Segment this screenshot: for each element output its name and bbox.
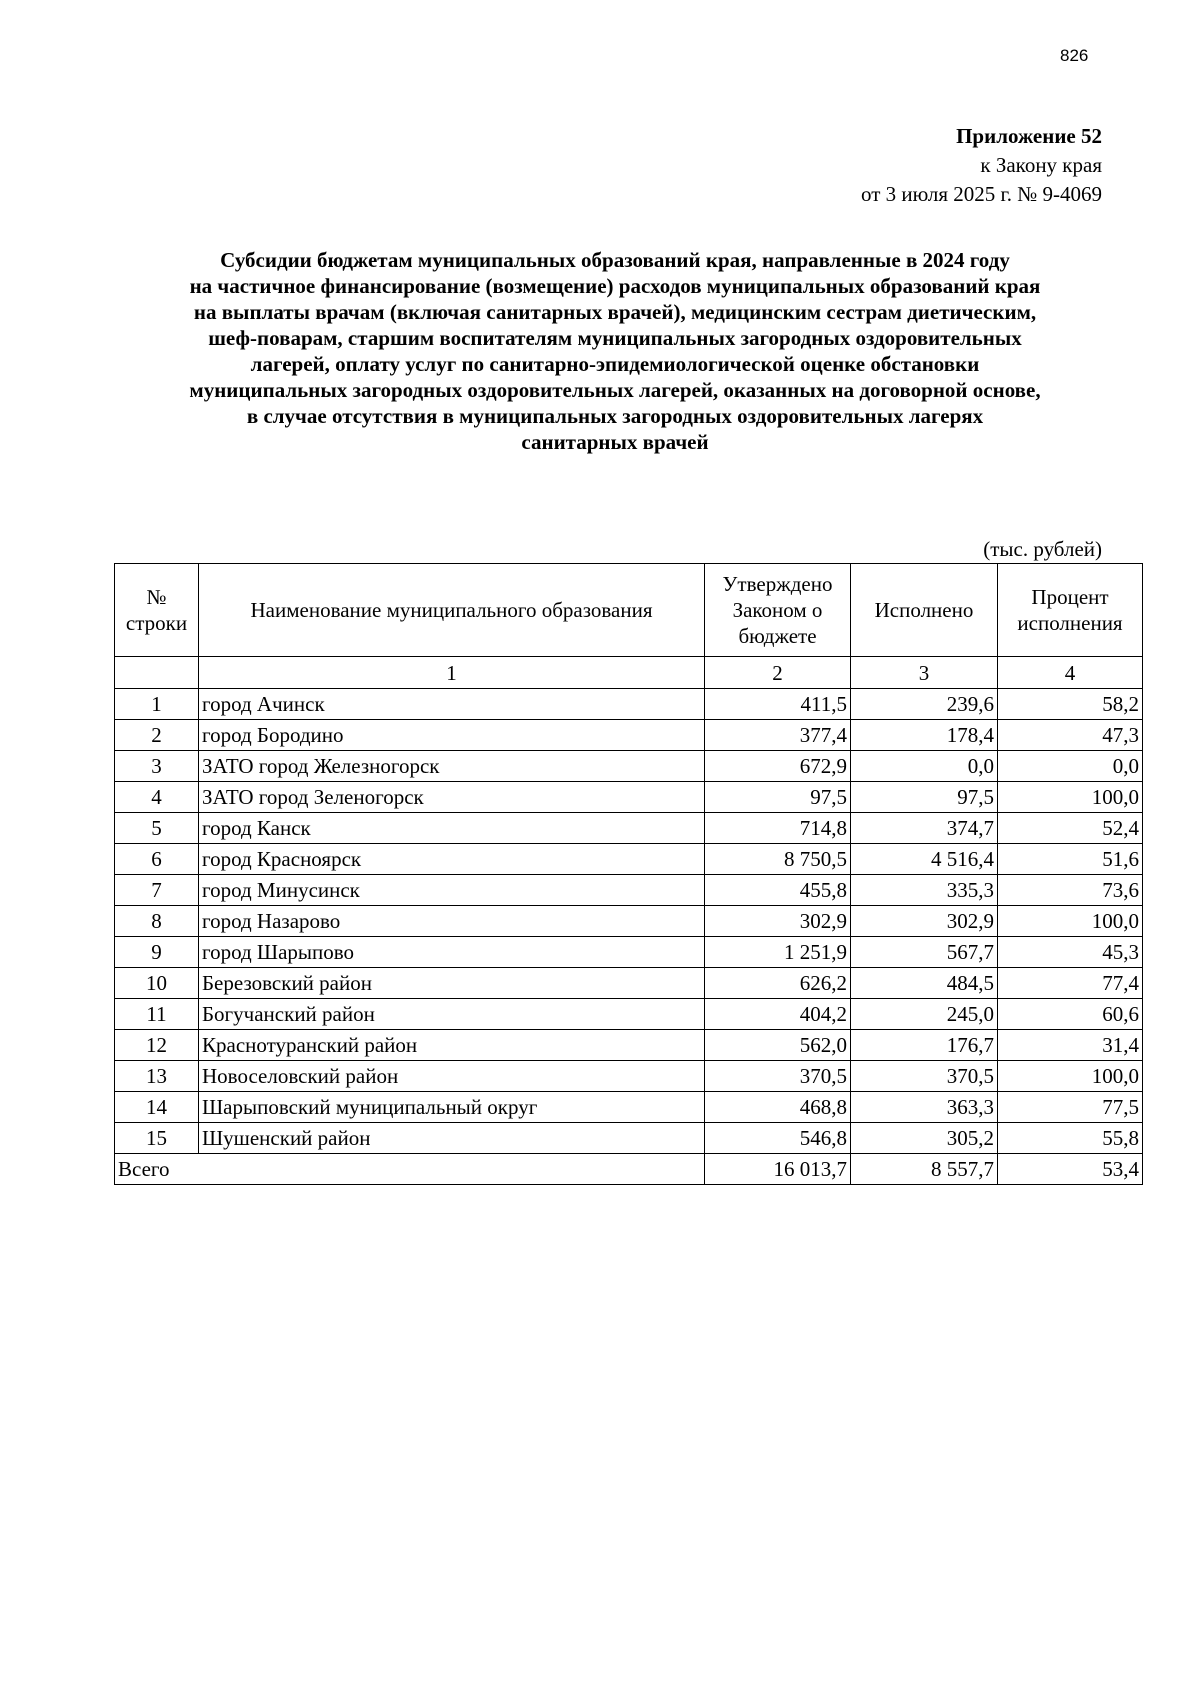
executed-amount: 239,6 [851,689,998,720]
execution-percent: 51,6 [998,844,1143,875]
title-line: шеф-поварам, старшим воспитателям муниципальных загородных оздоровительных [208,326,1022,350]
table-total-row [115,1154,1143,1185]
title-line: санитарных врачей [521,430,709,454]
approved-amount: 97,5 [705,782,851,813]
municipality-name: город Шарыпово [199,937,705,968]
execution-percent: 100,0 [998,1061,1143,1092]
column-number-row [115,657,1143,689]
page-number: 826 [1060,46,1089,65]
units-label: (тыс. рублей) [983,537,1102,561]
column-number: 3 [851,657,998,689]
municipality-name: Березовский район [199,968,705,999]
table-row [115,1123,1143,1154]
header-row-number: № строки [115,564,199,657]
municipality-name: Краснотуранский район [199,1030,705,1061]
appendix-block [861,122,1102,209]
execution-percent: 60,6 [998,999,1143,1030]
subsidies-table [114,563,1143,1185]
row-number: 7 [115,875,199,906]
municipality-name: ЗАТО город Зеленогорск [199,782,705,813]
document-title [110,247,1120,455]
row-number: 13 [115,1061,199,1092]
title-line: на выплаты врачам (включая санитарных врачей), медицинским сестрам диетическим, [193,300,1037,324]
executed-amount: 363,3 [851,1092,998,1123]
header-executed: Исполнено [851,564,998,657]
row-number: 14 [115,1092,199,1123]
column-number-blank [115,657,199,689]
column-number: 1 [199,657,705,689]
municipality-name: Шарыповский муниципальный округ [199,1092,705,1123]
approved-amount: 8 750,5 [705,844,851,875]
execution-percent: 45,3 [998,937,1143,968]
table-row [115,999,1143,1030]
table-row [115,813,1143,844]
header-municipality-name: Наименование муниципального образования [199,564,705,657]
municipality-name: ЗАТО город Железногорск [199,751,705,782]
row-number: 4 [115,782,199,813]
municipality-name: Богучанский район [199,999,705,1030]
executed-amount: 97,5 [851,782,998,813]
executed-amount: 0,0 [851,751,998,782]
table-row [115,751,1143,782]
row-number: 9 [115,937,199,968]
executed-amount: 370,5 [851,1061,998,1092]
table-row [115,689,1143,720]
approved-amount: 370,5 [705,1061,851,1092]
executed-amount: 484,5 [851,968,998,999]
header-percent: Процент исполнения [998,564,1143,657]
municipality-name: Новоселовский район [199,1061,705,1092]
execution-percent: 55,8 [998,1123,1143,1154]
row-number: 2 [115,720,199,751]
executed-amount: 335,3 [851,875,998,906]
total-percent: 53,4 [998,1154,1143,1185]
title-line: муниципальных загородных оздоровительных лагерей, оказанных на договорной основе, [189,378,1041,402]
approved-amount: 302,9 [705,906,851,937]
executed-amount: 374,7 [851,813,998,844]
table-row [115,906,1143,937]
total-approved: 16 013,7 [705,1154,851,1185]
approved-amount: 626,2 [705,968,851,999]
row-number: 10 [115,968,199,999]
execution-percent: 31,4 [998,1030,1143,1061]
execution-percent: 100,0 [998,906,1143,937]
row-number: 11 [115,999,199,1030]
municipality-name: город Минусинск [199,875,705,906]
municipality-name: город Канск [199,813,705,844]
execution-percent: 77,4 [998,968,1143,999]
execution-percent: 47,3 [998,720,1143,751]
approved-amount: 411,5 [705,689,851,720]
executed-amount: 245,0 [851,999,998,1030]
approved-amount: 672,9 [705,751,851,782]
row-number: 1 [115,689,199,720]
appendix-title: Приложение 52 [956,124,1102,148]
municipality-name: город Бородино [199,720,705,751]
column-number: 4 [998,657,1143,689]
municipality-name: город Ачинск [199,689,705,720]
executed-amount: 176,7 [851,1030,998,1061]
total-executed: 8 557,7 [851,1154,998,1185]
title-line: на частичное финансирование (возмещение) расходов муниципальных образований края [189,274,1041,298]
execution-percent: 73,6 [998,875,1143,906]
table-row [115,1061,1143,1092]
table-row [115,844,1143,875]
execution-percent: 58,2 [998,689,1143,720]
table-row [115,1030,1143,1061]
table-row [115,720,1143,751]
approved-amount: 562,0 [705,1030,851,1061]
municipality-name: город Красноярск [199,844,705,875]
row-number: 15 [115,1123,199,1154]
approved-amount: 546,8 [705,1123,851,1154]
appendix-law-ref: к Закону края [980,153,1102,177]
approved-amount: 468,8 [705,1092,851,1123]
executed-amount: 567,7 [851,937,998,968]
approved-amount: 714,8 [705,813,851,844]
execution-percent: 52,4 [998,813,1143,844]
table-row [115,937,1143,968]
execution-percent: 100,0 [998,782,1143,813]
executed-amount: 302,9 [851,906,998,937]
column-number: 2 [705,657,851,689]
table-row [115,875,1143,906]
table-row [115,968,1143,999]
executed-amount: 4 516,4 [851,844,998,875]
execution-percent: 77,5 [998,1092,1143,1123]
title-line: в случае отсутствия в муниципальных загородных оздоровительных лагерях [246,404,984,428]
table-header-row [115,564,1143,657]
municipality-name: город Назарово [199,906,705,937]
municipality-name: Шушенский район [199,1123,705,1154]
approved-amount: 455,8 [705,875,851,906]
row-number: 5 [115,813,199,844]
appendix-date: от 3 июля 2025 г. № 9-4069 [861,182,1102,206]
approved-amount: 404,2 [705,999,851,1030]
title-line: лагерей, оплату услуг по санитарно-эпидемиологической оценке обстановки [250,352,980,376]
executed-amount: 305,2 [851,1123,998,1154]
approved-amount: 1 251,9 [705,937,851,968]
row-number: 8 [115,906,199,937]
header-approved: Утверждено Законом о бюджете [705,564,851,657]
executed-amount: 178,4 [851,720,998,751]
table-row [115,782,1143,813]
execution-percent: 0,0 [998,751,1143,782]
row-number: 12 [115,1030,199,1061]
title-line: Субсидии бюджетам муниципальных образований края, направленные в 2024 году [220,248,1010,272]
table-row [115,1092,1143,1123]
approved-amount: 377,4 [705,720,851,751]
total-label: Всего [115,1154,705,1185]
row-number: 6 [115,844,199,875]
row-number: 3 [115,751,199,782]
